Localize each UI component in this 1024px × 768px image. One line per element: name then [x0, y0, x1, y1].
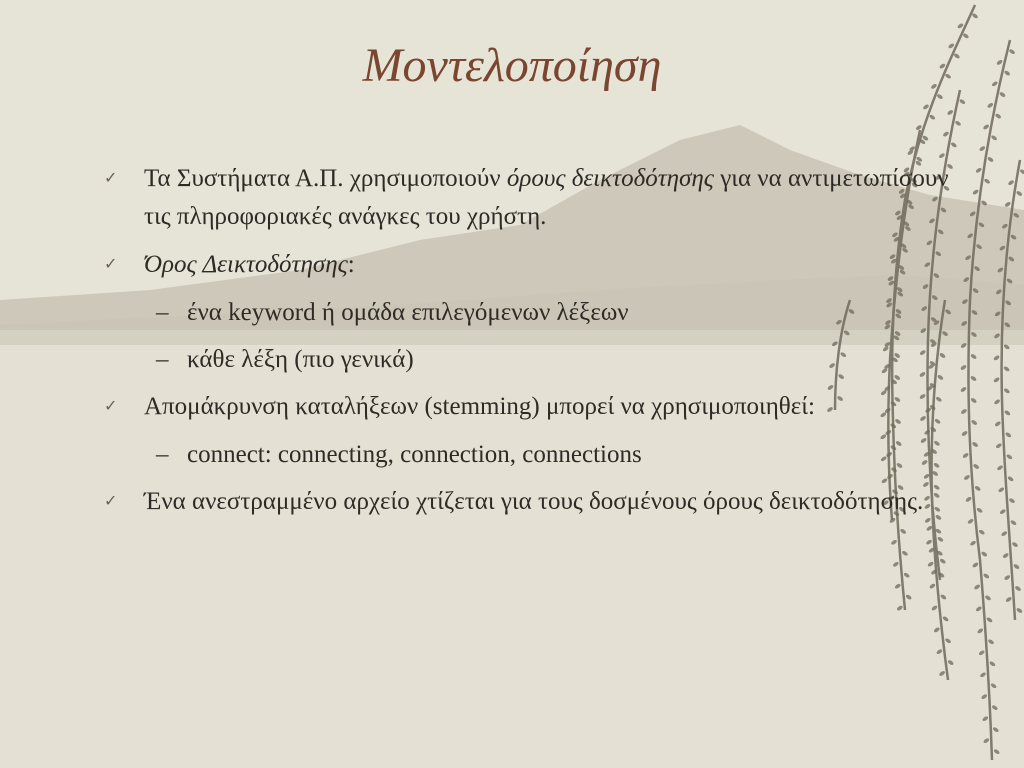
checkmark-icon: ✓	[104, 256, 118, 273]
sub-bullet-text: ένα keyword ή ομάδα επιλεγόμενων λέξεων	[187, 299, 629, 326]
bullet-text: :	[347, 251, 355, 278]
bullet-text: για να αντιμετωπίσουν τις πληροφοριακές ανάγκες του χρήστη.	[144, 165, 949, 230]
sub-bullet-keyword	[100, 294, 980, 332]
sub-bullet-every-word	[100, 341, 980, 379]
sub-bullet-text: connect: connecting, connection, connections	[187, 441, 642, 468]
bullet-text: Ένα ανεστραμμένο αρχείο χτίζεται για τους δοσμένους όρους δεικτοδότησης.	[144, 488, 924, 515]
dash-icon: –	[156, 346, 169, 373]
bullet-item-ir-systems	[100, 160, 980, 236]
sub-bullet-text: κάθε λέξη (πιο γενικά)	[187, 346, 414, 373]
checkmark-icon: ✓	[104, 398, 118, 415]
bullet-item-stemming	[100, 388, 980, 426]
bullet-item-index-term	[100, 246, 980, 284]
checkmark-icon: ✓	[104, 170, 118, 187]
bullet-item-inverted-file	[100, 483, 980, 521]
bullet-emphasis: Όρος Δεικτοδότησης	[144, 251, 348, 278]
bullet-emphasis: όρους δεικτοδότησης	[506, 165, 714, 192]
bullet-text: Απομάκρυνση καταλήξεων (stemming) μπορεί να χρησιμοποιηθεί:	[144, 393, 815, 420]
bullet-text: Τα Συστήματα Α.Π. χρησιμοποιούν	[144, 165, 507, 192]
slide-title: Μοντελοποίηση	[362, 39, 662, 92]
bullet-list	[100, 160, 980, 531]
checkmark-icon: ✓	[104, 493, 118, 510]
dash-icon: –	[156, 441, 169, 468]
dash-icon: –	[156, 299, 169, 326]
sub-bullet-connect	[100, 436, 980, 474]
